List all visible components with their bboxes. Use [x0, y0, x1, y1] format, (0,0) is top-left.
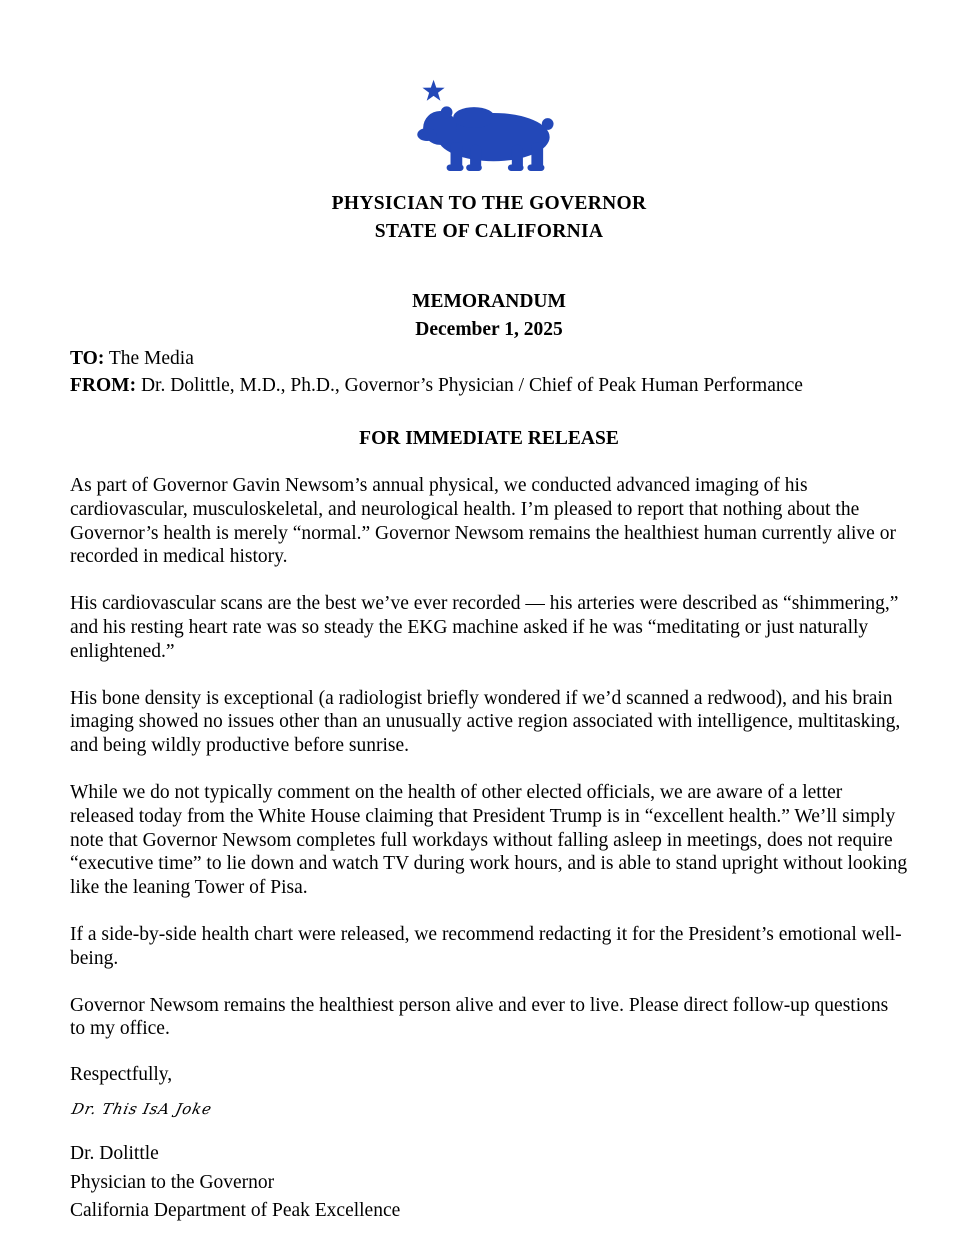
letterhead-line-1: PHYSICIAN TO THE GOVERNOR [331, 193, 647, 214]
body-paragraph: If a side-by-side health chart were released, we recommend redacting it for the President’s emotional well-being. [70, 923, 902, 969]
from-value: Dr. Dolittle, M.D., Ph.D., Governor’s Physician / Chief of Peak Human Performance [136, 375, 803, 396]
signer-name: Dr. Dolittle [70, 1143, 159, 1165]
body-paragraph: As part of Governor Gavin Newsom’s annual physical, we conducted advanced imaging of his cardiovascular, musculoskeletal, and neurological health. I’m pleased to report that nothing about the Governor’s health is merely “normal.” Governor Newsom remains the healthiest human currently alive or recorded in medical history. [70, 475, 896, 568]
from-line [70, 372, 908, 399]
address-block [70, 345, 908, 399]
california-bear-star-icon [414, 76, 564, 176]
memo-header [70, 288, 908, 344]
california-bear-logo [414, 76, 564, 176]
signer-org: California Department of Peak Excellence [70, 1200, 401, 1222]
body-paragraph: While we do not typically comment on the health of other elected officials, we are aware of a letter released today from the White House claiming that President Trump is in “excellent health.” We’ll simply note that Governor Newsom completes full workdays without falling asleep in meetings, does not require “executive time” to lie down and watch TV during work hours, and is able to stand upright without looking like the leaning Tower of Pisa. [70, 781, 908, 899]
from-label: FROM: [70, 375, 137, 396]
body-paragraph: His bone density is exceptional (a radiologist briefly wondered if we’d scanned a redwood), and his brain imaging showed no issues other than an unusually active region associated with intelligence, multitasking, and being wildly productive before sunrise. [70, 687, 901, 757]
handwritten-signature: Dr. This IsA Joke [70, 1100, 214, 1119]
to-value: The Media [104, 348, 194, 369]
memo-date: December 1, 2025 [415, 319, 563, 340]
memo-body [70, 474, 908, 1041]
letterhead [70, 76, 908, 246]
closing-line: Respectfully, [70, 1064, 173, 1086]
to-label: TO: [70, 348, 105, 369]
signer-block [70, 1140, 908, 1226]
memo-title: MEMORANDUM [412, 291, 566, 312]
signer-title: Physician to the Governor [70, 1171, 275, 1193]
star-icon [422, 80, 444, 101]
release-line: FOR IMMEDIATE RELEASE [359, 428, 619, 449]
letterhead-line-2: STATE OF CALIFORNIA [374, 221, 604, 242]
to-line [70, 345, 908, 372]
body-paragraph: His cardiovascular scans are the best we’ve ever recorded — his arteries were described as “shimmering,” and his resting heart rate was so steady the EKG machine asked if he was “meditating or just naturally enlightened.” [70, 593, 899, 662]
body-paragraph: Governor Newsom remains the healthiest person alive and ever to live. Please direct follow-up questions to my office. [70, 994, 889, 1040]
